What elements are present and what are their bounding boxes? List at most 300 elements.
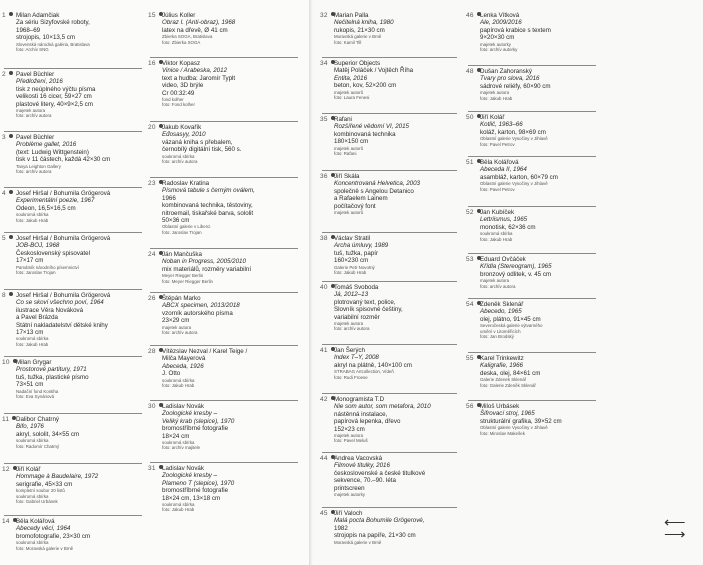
credit-note: Oblastní galerie Vysočiny v Jihlavě: [480, 136, 548, 142]
credit-note: foto: Galerie Zdeněk Sklenář: [480, 382, 536, 388]
artwork-detail: Státní nakladatelství dětské knihy: [16, 321, 108, 329]
entry-number: 38: [320, 235, 335, 242]
credit-note: Oblastní galerie Vysočiny v Jihlavě: [480, 425, 548, 431]
artist-name: Josef Hiršal / Bohumila Grögerová: [16, 292, 111, 299]
artwork-title: Plameno T (slepice), 1970: [162, 479, 235, 487]
artwork-title: Entita, 2016: [334, 74, 368, 82]
entry-number: 3: [2, 134, 13, 141]
artwork-detail: vázaná kniha s přebalem,: [162, 138, 233, 146]
catalog-entry: [322, 344, 457, 380]
artwork-detail: Československý spisovatel: [16, 249, 90, 257]
artwork-detail: československé a české titulkové: [334, 469, 426, 477]
credit-note: foto: Jakub Hrab: [162, 507, 195, 513]
credit-note: foto: archív autorky: [480, 46, 518, 52]
artwork-detail: kombinovaná technika: [334, 130, 396, 138]
artwork-detail: nitroemail, tiskařské barva, sololit: [162, 209, 254, 217]
catalog-entry: [322, 281, 457, 332]
credit-note: foto: archív autora: [16, 168, 52, 174]
artwork-title: Prostorové partitury, 1971: [16, 366, 87, 374]
credit-note: majetek autora: [480, 90, 510, 96]
artwork-title: Obraz I. (Anti-obraz), 1968: [162, 19, 236, 27]
entry-number: 28: [148, 348, 163, 355]
artwork-title: Malá pocta Bohumile Grögerové,: [334, 517, 425, 525]
catalog-entry: [468, 65, 596, 101]
artwork-title: Problème gallet, 2016: [16, 141, 77, 149]
credit-note: foto: Jakub Hrab: [16, 217, 49, 223]
artwork-detail: 17×17 cm: [16, 257, 44, 265]
artist-name: Dušan Zahoranský: [480, 68, 532, 75]
back-arrow-icon[interactable]: ⟵: [664, 514, 686, 531]
artwork-title: Zoologické kresby –: [162, 472, 218, 480]
credit-note: foto: Jan Brodský: [480, 333, 514, 339]
artist-name: Běla Kolářová: [16, 518, 55, 525]
credit-note: Moravská galerie v Brně: [334, 539, 382, 545]
credit-note: majetek autora: [16, 108, 46, 114]
entry-number: 16: [148, 60, 163, 67]
catalog-entry: [4, 413, 142, 449]
artist-name: Monogramista T.D: [334, 396, 385, 403]
catalog-entry: [4, 463, 142, 504]
credit-note: foto: Pavel Petrov: [480, 141, 515, 147]
artwork-detail: plotrovaný text, police,: [334, 298, 396, 306]
entry-number: 24: [148, 251, 163, 258]
artwork-title: Tvary pro slova, 2016: [480, 75, 540, 83]
credit-note: Slovenská národná galéria, Bratislava: [16, 41, 90, 47]
catalog-entry: [150, 400, 298, 451]
artwork-title: Kaligrafie, 1966: [480, 362, 523, 370]
credit-note: soukromá sbírka: [16, 336, 49, 342]
entry-number: 10: [2, 359, 17, 366]
catalog-entry: [4, 232, 142, 275]
artwork-detail: Za sériu Sizyfovské roboty,: [16, 19, 90, 27]
artist-name: Viktor Kopasz: [162, 60, 201, 67]
catalog-entry: [322, 113, 457, 156]
credit-note: majetek autorů: [334, 89, 364, 95]
catalog-entry: [4, 131, 142, 174]
catalog-entry: [322, 10, 457, 45]
credit-note: soukromá sbírka: [162, 153, 195, 159]
artwork-detail: papírová krabice s textem: [480, 26, 551, 34]
artist-name: Jan Šerých: [334, 347, 365, 354]
artwork-detail: plastové litery, 40×9×2,5 cm: [16, 100, 93, 108]
entry-number: 48: [466, 68, 481, 75]
credit-note: majetek autorů: [334, 145, 364, 151]
artwork-title: Abeceda II, 1964: [480, 166, 527, 174]
artwork-detail: printscreen: [334, 484, 365, 492]
entry-number: 51: [466, 159, 481, 166]
credit-note: foto: Kamil Till: [334, 39, 362, 45]
artwork-title: Abecedy věcí, 1964: [16, 525, 71, 533]
artwork-detail: bromofotografie, 23×30 cm: [16, 532, 91, 540]
catalog-entry: [150, 10, 298, 45]
artwork-detail: 9×20×30 cm: [480, 34, 515, 42]
credit-note: Galerie Petr Novotný: [334, 264, 375, 270]
credit-note: kompletní soubor 20 listů: [16, 488, 65, 494]
artwork-detail: Matěj Poláček / Vojtěch Říha: [334, 67, 414, 75]
artwork-title: Filmové titulky, 2016: [334, 462, 390, 470]
artist-name: Superior Objects: [334, 60, 381, 67]
catalog-entry: [322, 170, 457, 215]
credit-note: Nadační fond Kontiha: [16, 388, 59, 394]
catalog-entry: [4, 515, 142, 551]
artwork-detail: strojopis, 10×13,5 cm: [16, 34, 75, 42]
catalog-entry: [4, 10, 142, 52]
credit-note: foto: Radomír Chatrný: [16, 443, 60, 449]
entry-number: 23: [148, 180, 163, 187]
artist-name: Eduard Ovčáček: [480, 256, 526, 263]
catalog-entry: [4, 356, 142, 399]
catalog-entry: [468, 400, 596, 436]
artwork-title: Noban in Progress, 2005/2010: [162, 258, 246, 266]
artwork-detail: tisk v 11 částech, každá 42×30 cm: [16, 156, 111, 164]
catalog-entry: [150, 345, 298, 388]
entry-number: 40: [320, 284, 335, 291]
entry-number: 50: [466, 114, 481, 121]
artwork-title: Koncentrovaná Helvetica, 2003: [334, 180, 420, 188]
credit-note: foto: Jaroslav Trojan: [16, 269, 56, 275]
artist-name: Radoslav Kratina: [162, 180, 210, 187]
credit-note: soukromá sbírka: [162, 377, 195, 383]
artist-name: Ladislav Novák: [162, 403, 204, 410]
artwork-title: Křídla (Stereogram), 1965: [480, 263, 552, 271]
artwork-detail: deska, olej, 84×61 cm: [480, 369, 541, 377]
artist-name: Jiří Skála: [334, 173, 360, 180]
credit-note: STRABAG Artcollection, Vídeň: [334, 369, 394, 375]
artwork-detail: latex na dřevě, Ø 41 cm: [162, 26, 228, 34]
catalog-entry: [150, 121, 298, 164]
artwork-detail: 50×36 cm: [162, 217, 190, 225]
credit-note: majetek autora: [334, 321, 364, 327]
artwork-detail: nástěnná instalace,: [334, 410, 388, 418]
artwork-title: Abecedo, 1965: [480, 308, 522, 316]
artist-name: Josef Hiršal / Bohumila Grögerová: [16, 190, 111, 197]
artwork-detail: beton, kov, 52×200 cm: [334, 82, 397, 90]
artist-name: Jiří Kolář: [480, 114, 505, 121]
credit-note: foto: Fond kolher: [162, 102, 195, 108]
artwork-title: ABCX specimen, 2013/2018: [162, 302, 240, 310]
artist-name: Jan Kubíček: [480, 209, 515, 216]
catalog-entry: [150, 57, 298, 108]
credit-note: Památník národního písemnictví: [16, 264, 79, 270]
catalog-entry: [468, 352, 596, 388]
artwork-detail: Cr 00:32:49: [162, 89, 195, 97]
entry-number: 34: [320, 60, 335, 67]
artwork-detail: bromostříbrné fotografie: [162, 487, 229, 495]
credit-note: majetek autorů: [334, 210, 364, 216]
artwork-title: Nečitelná kniha, 1980: [334, 19, 394, 27]
credit-note: foto: archív autora: [16, 113, 52, 119]
entry-number: 4: [2, 190, 13, 197]
credit-note: soukromá sbírka: [16, 212, 49, 218]
credit-note: foto: archív majitele: [162, 445, 201, 451]
entry-number: 54: [466, 301, 481, 308]
artwork-detail: strojopis na papíře, 21×30 cm: [334, 532, 416, 540]
entry-number: 36: [320, 173, 335, 180]
credit-note: foto: Rafani: [334, 150, 357, 156]
credit-note: majetek autora: [334, 433, 364, 439]
artwork-detail: strukturální grafika, 39×52 cm: [480, 417, 562, 425]
artist-name: Tomáš Svoboda: [334, 284, 379, 291]
artist-name: Zdeněk Sklenář: [480, 301, 524, 308]
artwork-detail: a Rafaelem Lainem: [334, 195, 388, 203]
artwork-detail: Milča Mayerová: [162, 355, 206, 363]
catalog-entry: [468, 156, 596, 192]
artwork-detail: video, 3D brýle: [162, 82, 204, 90]
entry-number: 41: [320, 347, 335, 354]
artist-name: Marian Palla: [334, 12, 369, 19]
artist-name: Štěpán Marko: [162, 295, 201, 302]
artwork-title: Písmová tabule s černým oválem,: [162, 187, 255, 195]
credit-note: foto: archív autora: [334, 326, 370, 332]
artwork-title: Veliký krab (slepice), 1970: [162, 417, 235, 425]
entry-number: 35: [320, 116, 335, 123]
catalog-entry: [322, 507, 457, 545]
credit-note: foto: Meyer Riegger Berlin: [162, 278, 214, 284]
artwork-detail: sekvence, 70.–90. léta: [334, 477, 396, 485]
artwork-detail: 18×24 cm: [162, 432, 190, 440]
catalog-entry: [468, 206, 596, 242]
artwork-detail: 160×230 cm: [334, 257, 369, 265]
artwork-detail: 73×51 cm: [16, 381, 44, 389]
entry-number: 56: [466, 403, 481, 410]
credit-note: soukromá sbírka: [16, 540, 49, 546]
artwork-detail: tisk z neúplného výčtu písma: [16, 85, 96, 93]
artwork-title: Zoologické kresby –: [162, 410, 218, 418]
artwork-detail: papírová lepenka, dřevo: [334, 418, 401, 426]
artwork-detail: J. Otto: [162, 370, 181, 378]
entry-number: 14: [2, 518, 17, 525]
entry-number: 31: [148, 465, 163, 472]
credit-note: Galerie Zdenek Sklenář: [480, 377, 527, 383]
catalog-entry: [4, 289, 142, 347]
credit-note: Oblastní galerie Vysočiny v Jihlavě: [480, 181, 548, 187]
catalog-entry: [468, 10, 596, 52]
entry-number: 30: [148, 403, 163, 410]
forward-arrow-icon[interactable]: ⟶: [664, 526, 686, 543]
catalog-column-1: [4, 0, 142, 565]
credit-note: foto: Jakub Hrab: [480, 236, 513, 242]
credit-note: fond kolher: [162, 97, 184, 103]
credit-note: majetek autorky: [334, 492, 365, 498]
entry-number: 46: [466, 12, 481, 19]
catalog-entry: [322, 393, 457, 444]
entry-number: 15: [148, 12, 163, 19]
credit-note: Meyer Riegger Berlin: [162, 273, 204, 279]
credit-note: foto: Moravská galerie v Brně: [16, 545, 74, 551]
credit-note: Zbierka SOGA, Bratislava: [162, 34, 213, 40]
artwork-detail: tuš, tužka, plastické písmo: [16, 373, 89, 381]
artwork-title: Lettriismus, 1965: [480, 216, 528, 224]
artwork-detail: 1982: [334, 524, 348, 532]
book-gutter: [309, 0, 313, 565]
artwork-detail: 1968–69: [16, 26, 41, 34]
catalog-entry: [322, 57, 457, 100]
credit-note: Severočeská galerie výtvarného: [480, 323, 543, 329]
artwork-detail: monotisk, 62×36 cm: [480, 223, 536, 231]
credit-note: majetek autora: [480, 278, 510, 284]
artist-name: Dalibor Chatrný: [16, 416, 59, 423]
entry-number: 12: [2, 466, 17, 473]
artwork-detail: 17×13 cm: [16, 329, 44, 337]
credit-note: soukromá sbírka: [162, 440, 195, 446]
artwork-detail: 152×23 cm: [334, 425, 365, 433]
entry-number: 55: [466, 355, 481, 362]
artwork-detail: počítačový font: [334, 202, 376, 210]
credit-note: foto: archív autora: [162, 158, 198, 164]
artwork-title: Kotlič, 1963–66: [480, 121, 523, 129]
credit-note: foto: Archív SNG: [16, 46, 49, 52]
catalog-column-3: [322, 0, 457, 565]
credit-note: foto: Rudi Froese: [334, 374, 368, 380]
artwork-detail: velikosti 16 cicer, 59×27 cm: [16, 93, 92, 101]
artwork-detail: rukopis, 21×30 cm: [334, 26, 385, 34]
artwork-title: JOB-BOJ, 1968: [16, 242, 60, 250]
artwork-title: Ale, 2009/2016: [480, 19, 522, 27]
artist-name: Július Koller: [162, 12, 196, 19]
entry-number: 26: [148, 295, 163, 302]
entry-number: 11: [2, 416, 16, 423]
artwork-detail: mix materiálů, rozměry variabilní: [162, 265, 252, 273]
entry-number: 1: [2, 12, 13, 19]
artist-name: Pavel Büchler: [16, 134, 55, 141]
artist-name: Běla Kolářová: [480, 159, 519, 166]
artwork-title: Předložení, 2016: [16, 78, 63, 86]
artwork-detail: 180×150 cm: [334, 138, 369, 146]
catalog-entry: [468, 253, 596, 289]
credit-note: foto: archív autora: [480, 283, 516, 289]
artwork-detail: Slovník spisovné češtiny,: [334, 306, 403, 314]
entry-number: 45: [320, 510, 335, 517]
artist-name: Andrea Vacovská: [334, 455, 383, 462]
credit-note: majetek autorky: [480, 41, 511, 47]
credit-note: foto: Zbierka SOGA: [162, 39, 201, 45]
artwork-detail: asambláž, karton, 60×79 cm: [480, 173, 558, 181]
catalog-entry: [322, 452, 457, 497]
entry-number: 5: [2, 235, 13, 242]
artist-name: Milan Grygar: [16, 359, 52, 366]
artist-name: Milan Adamčiak: [16, 12, 60, 19]
artwork-detail: akryl, sololit, 34×55 cm: [16, 430, 80, 438]
credit-note: foto: Jakub Hrab: [480, 95, 513, 101]
credit-note: foto: Miroslav Makešek: [480, 430, 525, 436]
artwork-detail: 18×24 cm, 13×18 cm: [162, 494, 221, 502]
artwork-title: Bifo, 1976: [16, 423, 44, 431]
catalog-entry: [4, 68, 142, 119]
artwork-title: Abeceda, 1926: [162, 362, 204, 370]
artwork-detail: text a hudba: Jaromír Typlt: [162, 74, 236, 82]
artwork-detail: vzorník autorského písma: [162, 309, 233, 317]
entry-number: 42: [320, 396, 335, 403]
artist-name: Jakub Kovařík: [162, 124, 202, 131]
artist-name: Lenka Vítková: [480, 12, 520, 19]
artwork-detail: olej, plátno, 91×45 cm: [480, 315, 541, 323]
credit-note: foto: Pavel Meluš: [334, 438, 368, 444]
credit-note: foto: Jakub Hrab: [162, 382, 195, 388]
catalog-entry: [150, 177, 298, 235]
catalog-entry: [150, 462, 298, 513]
credit-note: Oblastní galerie v Liberci: [162, 224, 211, 230]
artist-name: Jiří Kolář: [16, 466, 41, 473]
credit-note: foto: Pavel Petrov: [480, 186, 515, 192]
catalog-entry: [4, 187, 142, 223]
catalog-entry: [468, 111, 596, 147]
artwork-title: Archa úmluvy, 1989: [334, 242, 389, 250]
credit-note: foto: archív autora: [162, 329, 198, 335]
artwork-detail: bromostříbrné fotografie: [162, 425, 229, 433]
credit-note: foto: Laura Fenesi: [334, 94, 370, 100]
credit-note: foto: Eva Synáriová: [16, 393, 55, 399]
artist-name: Václav Stratil: [334, 235, 371, 242]
catalog-entry: [150, 292, 298, 335]
entry-number: 8: [2, 292, 13, 299]
credit-note: foto: Jakub Hrab: [16, 341, 49, 347]
artist-name: Rafani: [334, 116, 352, 123]
artwork-detail: černobílý digitální tisk, 560 s.: [162, 146, 242, 154]
artwork-detail: 23×29 cm: [162, 317, 190, 325]
entry-number: 20: [148, 124, 163, 131]
artist-name: Karel Trinkewitz: [480, 355, 524, 362]
artwork-title: Já, 2012–13: [334, 291, 369, 299]
artwork-detail: společně s Angelou Detanico: [334, 187, 414, 195]
artwork-detail: 1966: [162, 194, 176, 202]
artwork-title: Co se skoví všechno poví, 1964: [16, 299, 104, 307]
credit-note: Moravská galerie v Brně: [334, 34, 382, 40]
artwork-detail: bronzový odlitek, v. 45 cm: [480, 270, 552, 278]
artist-name: Ladislav Novák: [162, 465, 204, 472]
catalog-entry: [322, 232, 457, 275]
catalog-entry: [150, 248, 298, 284]
entry-number: 44: [320, 455, 335, 462]
artwork-title: Hommage à Baudelaire, 1972: [16, 473, 99, 481]
artwork-detail: Odeon, 16,5×16,5 cm: [16, 204, 76, 212]
credit-note: soukromá sbírka: [16, 438, 49, 444]
credit-note: majetek autora: [162, 324, 192, 330]
credit-note: foto: Jakub Hrab: [334, 269, 367, 275]
artist-name: Pavel Büchler: [16, 71, 55, 78]
artwork-detail: sádrové reliéfy, 60×90 cm: [480, 82, 551, 90]
entry-number: 2: [2, 71, 13, 78]
catalog-entry: [468, 298, 596, 339]
credit-note: foto: Jaroslav Trojan: [162, 229, 202, 235]
artist-name: Josef Hiršal / Bohumila Grögerová: [16, 235, 111, 242]
artist-name: Jiří Valoch: [334, 510, 363, 517]
credit-note: Tanya Leighton Gallery: [16, 163, 61, 169]
credit-note: foto: Gabriel Urbánek: [16, 498, 58, 504]
artwork-detail: (text: Ludwig Wittgenstein): [16, 148, 89, 156]
entry-number: 53: [466, 256, 481, 263]
credit-note: umění v Litoměřicích: [480, 328, 521, 334]
artist-name: Miloš Urbásek: [480, 403, 520, 410]
catalog-column-2: [150, 0, 298, 565]
artwork-detail: tuš, tužka, papír: [334, 249, 379, 257]
artwork-detail: akryl na plátně, 140×100 cm: [334, 361, 412, 369]
artwork-title: Rozšířené vědomí VI, 2015: [334, 123, 409, 131]
artwork-title: Eđosasyy, 2010: [162, 131, 206, 139]
artist-name: Ján Mančuška: [162, 251, 202, 258]
catalog-column-4: [468, 0, 596, 565]
entry-number: 52: [466, 209, 481, 216]
artist-name: Vítězslav Nezval / Karel Teige /: [162, 348, 248, 355]
artwork-detail: koláž, karton, 98×69 cm: [480, 128, 546, 136]
artwork-detail: a Pavel Brázda: [16, 314, 58, 322]
artwork-detail: serigrafie, 45×33 cm: [16, 480, 73, 488]
artwork-title: Nie som autor, som metafora, 2010: [334, 403, 431, 411]
entry-number: 32: [320, 12, 335, 19]
artwork-title: Index T–Y, 2008: [334, 354, 379, 362]
artwork-title: Vinice / Arabeska, 2012: [162, 67, 228, 75]
artwork-detail: variabilní rozměr: [334, 313, 380, 321]
artwork-title: Šifrovací stroj, 1965: [480, 410, 535, 418]
